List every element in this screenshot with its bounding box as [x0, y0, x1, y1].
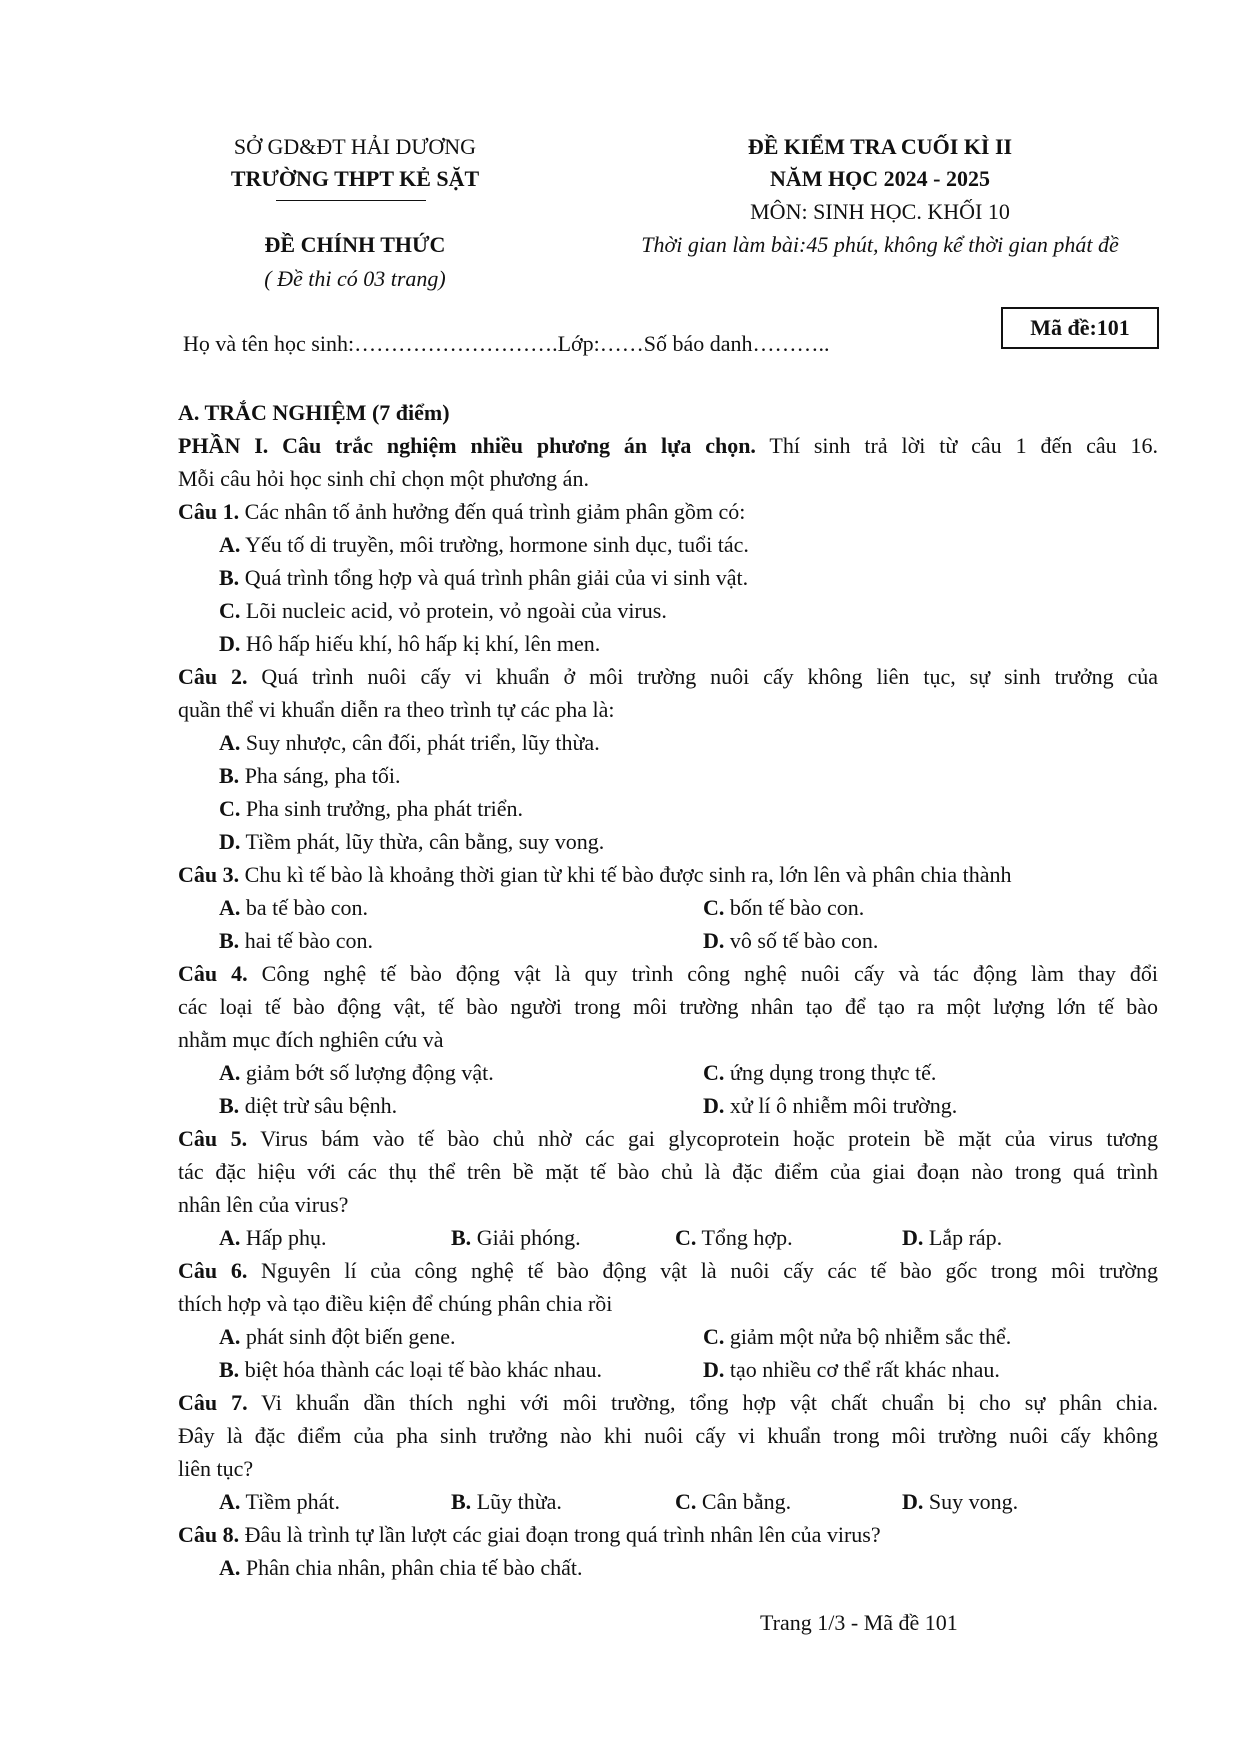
question-text: Chu kì tế bào là khoảng thời gian từ khi tế bào được sinh ra, lớn lên và phân chia thành	[239, 862, 1012, 887]
exam-code-box: Mã đề:101	[1001, 307, 1159, 349]
answer-option	[219, 759, 401, 792]
answer-option	[902, 1485, 1018, 1518]
question-line	[178, 495, 1158, 528]
question-label: Câu 4.	[178, 961, 248, 986]
answer-option	[219, 1320, 455, 1353]
options-row	[178, 891, 1158, 924]
class-label: .Lớp:……	[552, 331, 644, 356]
options-row	[178, 792, 1158, 825]
option-text: giảm bớt số lượng động vật.	[240, 1060, 494, 1085]
question-line	[178, 1155, 1158, 1188]
part-desc: Thí sinh trả lời từ câu 1 đến câu 16.	[755, 433, 1159, 458]
answer-option	[219, 561, 748, 594]
options-row	[178, 1320, 1158, 1353]
option-letter: A.	[219, 1324, 241, 1349]
school-name: TRƯỜNG THPT KẺ SẶT	[230, 166, 480, 191]
option-text: hai tế bào con.	[239, 928, 373, 953]
answer-option	[703, 1320, 1011, 1353]
question-line	[178, 858, 1158, 891]
option-letter: B.	[219, 763, 240, 788]
option-text: Suy vong.	[923, 1489, 1019, 1514]
option-letter: A.	[219, 1489, 241, 1514]
option-text: Cân bằng.	[696, 1489, 792, 1514]
question-line	[178, 1452, 1158, 1485]
answer-option	[703, 924, 878, 957]
options-row	[178, 1056, 1158, 1089]
options-row	[178, 1353, 1158, 1386]
option-text: diệt trừ sâu bệnh.	[239, 1093, 398, 1118]
option-text: Quá trình tổng hợp và quá trình phân giải của vi sinh vật.	[239, 565, 749, 590]
question-text: liên tục?	[178, 1456, 254, 1481]
question-line	[178, 1023, 1158, 1056]
student-info-line	[183, 331, 830, 357]
option-letter: A.	[219, 1555, 241, 1580]
official-label: ĐỀ CHÍNH THỨC	[264, 232, 446, 257]
answer-option	[219, 891, 368, 924]
option-letter: A.	[219, 1225, 241, 1250]
options-row	[178, 1221, 1158, 1254]
option-letter: C.	[219, 796, 241, 821]
option-letter: D.	[902, 1489, 924, 1514]
question-label: Câu 7.	[178, 1390, 248, 1415]
option-letter: A.	[219, 532, 241, 557]
option-letter: C.	[219, 598, 241, 623]
question-line	[178, 1287, 1158, 1320]
answer-option	[703, 1089, 957, 1122]
question-label: Câu 6.	[178, 1258, 248, 1283]
dept-name: SỞ GD&ĐT HẢI DƯƠNG	[233, 134, 477, 159]
section-title: A. TRẮC NGHIỆM (7 điểm)	[178, 400, 450, 425]
option-letter: C.	[675, 1225, 697, 1250]
question-text: các loại tế bào động vật, tế bào người trong môi trường nhân tạo để tạo ra một lượng lớn tế bào	[178, 994, 1158, 1019]
option-letter: C.	[703, 1060, 725, 1085]
question-text: Các nhân tố ảnh hưởng đến quá trình giảm phân gồm có:	[239, 499, 746, 524]
page-footer: Trang 1/3 - Mã đề 101	[760, 1610, 958, 1635]
answer-option	[219, 792, 523, 825]
option-letter: B.	[451, 1225, 472, 1250]
student-id-label: Số báo danh………..	[643, 331, 830, 356]
option-text: Hô hấp hiếu khí, hô hấp kị khí, lên men.	[240, 631, 601, 656]
answer-option	[675, 1221, 793, 1254]
option-letter: B.	[219, 1093, 240, 1118]
question-line	[178, 693, 1158, 726]
question-list	[178, 495, 1158, 1584]
options-row	[178, 1089, 1158, 1122]
answer-option	[219, 1485, 340, 1518]
option-text: ba tế bào con.	[240, 895, 369, 920]
part-title-line	[178, 429, 1158, 462]
answer-option	[219, 1551, 583, 1584]
question-text: Vi khuẩn dần thích nghi với môi trường, tổng hợp vật chất chuẩn bị cho sự phân chia.	[247, 1390, 1158, 1415]
school-year: NĂM HỌC 2024 - 2025	[770, 166, 990, 191]
question-label: Câu 5.	[178, 1126, 248, 1151]
answer-option	[219, 825, 604, 858]
option-letter: B.	[219, 928, 240, 953]
option-letter: B.	[219, 1357, 240, 1382]
question-label: Câu 3.	[178, 862, 240, 887]
options-row	[178, 1551, 1158, 1584]
option-letter: D.	[902, 1225, 924, 1250]
question-text: tác đặc hiệu với các thụ thể trên bề mặt tế bào chủ là đặc điểm của giai đoạn nào trong quá trình	[178, 1159, 1158, 1184]
question-text: Đây là đặc điểm của pha sinh trưởng nào khi nuôi cấy vi khuẩn trong môi trường nuôi cấy không	[178, 1423, 1158, 1448]
exam-title: ĐỀ KIỂM TRA CUỐI KÌ II	[747, 134, 1013, 159]
options-row	[178, 1485, 1158, 1518]
answer-option	[703, 1353, 1000, 1386]
option-text: phát sinh đột biến gene.	[240, 1324, 456, 1349]
question-line	[178, 990, 1158, 1023]
option-text: Tổng hợp.	[696, 1225, 793, 1250]
question-text: Virus bám vào tế bào chủ nhờ các gai glycoprotein hoặc protein bề mặt của virus tương	[247, 1126, 1159, 1151]
options-row	[178, 561, 1158, 594]
student-name-label: Họ và tên học sinh:………………………	[183, 331, 553, 356]
option-text: giảm một nửa bộ nhiễm sắc thể.	[724, 1324, 1012, 1349]
option-text: Yếu tố di truyền, môi trường, hormone sinh dục, tuổi tác.	[240, 532, 749, 557]
option-text: Giải phóng.	[471, 1225, 581, 1250]
option-text: ứng dụng trong thực tế.	[724, 1060, 937, 1085]
options-row	[178, 759, 1158, 792]
question-text: thích hợp và tạo điều kiện để chúng phân chia rồi	[178, 1291, 613, 1316]
time-note: Thời gian làm bài:45 phút, không kể thời gian phát đề	[641, 232, 1119, 257]
option-letter: C.	[675, 1489, 697, 1514]
answer-option	[675, 1485, 791, 1518]
answer-option	[219, 528, 749, 561]
pages-note: ( Đề thi có 03 trang)	[264, 266, 446, 291]
options-row	[178, 594, 1158, 627]
options-row	[178, 726, 1158, 759]
question-text: Nguyên lí của công nghệ tế bào động vật là nuôi cấy các tế bào gốc trong môi trường	[247, 1258, 1158, 1283]
answer-option	[219, 627, 600, 660]
option-text: Pha sinh trưởng, pha phát triển.	[240, 796, 524, 821]
option-text: Lõi nucleic acid, vỏ protein, vỏ ngoài của virus.	[240, 598, 667, 623]
option-text: tạo nhiều cơ thể rất khác nhau.	[724, 1357, 1000, 1382]
answer-option	[451, 1221, 581, 1254]
option-text: Suy nhược, cân đối, phát triển, lũy thừa.	[240, 730, 600, 755]
answer-option	[219, 924, 373, 957]
question-text: nhằm mục đích nghiên cứu và	[178, 1027, 444, 1052]
option-text: Pha sáng, pha tối.	[239, 763, 401, 788]
option-text: xử lí ô nhiễm môi trường.	[724, 1093, 958, 1118]
part-desc-line: Mỗi câu hỏi học sinh chỉ chọn một phương án.	[178, 466, 589, 491]
question-line	[178, 957, 1158, 990]
answer-option	[219, 1056, 494, 1089]
question-text: Công nghệ tế bào động vật là quy trình công nghệ nuôi cấy và tác động làm thay đổi	[247, 961, 1158, 986]
option-letter: D.	[703, 1093, 725, 1118]
answer-option	[703, 1056, 936, 1089]
question-label: Câu 2.	[178, 664, 248, 689]
question-line	[178, 1122, 1158, 1155]
option-text: Hấp phụ.	[240, 1225, 327, 1250]
answer-option	[703, 891, 864, 924]
option-letter: C.	[703, 895, 725, 920]
option-text: biệt hóa thành các loại tế bào khác nhau.	[239, 1357, 603, 1382]
question-line	[178, 1386, 1158, 1419]
options-row	[178, 627, 1158, 660]
option-text: vô số tế bào con.	[724, 928, 879, 953]
part-title: PHẦN I. Câu trắc nghiệm nhiều phương án lựa chọn.	[178, 433, 756, 458]
answer-option	[219, 1089, 397, 1122]
answer-option	[219, 726, 600, 759]
question-label: Câu 1.	[178, 499, 240, 524]
answer-option	[219, 1353, 602, 1386]
question-text: Đâu là trình tự lần lượt các giai đoạn trong quá trình nhân lên của virus?	[239, 1522, 881, 1547]
option-letter: A.	[219, 1060, 241, 1085]
option-letter: D.	[219, 829, 241, 854]
answer-option	[902, 1221, 1002, 1254]
answer-option	[219, 1221, 327, 1254]
option-text: Lắp ráp.	[923, 1225, 1003, 1250]
exam-content	[178, 396, 1158, 1584]
question-line	[178, 1254, 1158, 1287]
option-text: Tiềm phát.	[240, 1489, 341, 1514]
option-text: Phân chia nhân, phân chia tế bào chất.	[240, 1555, 583, 1580]
question-text: nhân lên của virus?	[178, 1192, 349, 1217]
question-text: quần thể vi khuẩn diễn ra theo trình tự các pha là:	[178, 697, 615, 722]
options-row	[178, 924, 1158, 957]
option-text: Lũy thừa.	[471, 1489, 562, 1514]
answer-option	[451, 1485, 562, 1518]
subject-line: MÔN: SINH HỌC. KHỐI 10	[750, 199, 1010, 224]
question-label: Câu 8.	[178, 1522, 240, 1547]
option-text: bốn tế bào con.	[724, 895, 865, 920]
option-letter: A.	[219, 895, 241, 920]
options-row	[178, 528, 1158, 561]
option-letter: A.	[219, 730, 241, 755]
option-letter: D.	[703, 1357, 725, 1382]
question-line	[178, 1188, 1158, 1221]
option-letter: D.	[703, 928, 725, 953]
option-letter: B.	[451, 1489, 472, 1514]
school-underline	[276, 200, 426, 201]
option-letter: B.	[219, 565, 240, 590]
answer-option	[219, 594, 667, 627]
question-text: Quá trình nuôi cấy vi khuẩn ở môi trường nuôi cấy không liên tục, sự sinh trưởng của	[247, 664, 1158, 689]
option-text: Tiềm phát, lũy thừa, cân bằng, suy vong.	[240, 829, 605, 854]
option-letter: C.	[703, 1324, 725, 1349]
option-letter: D.	[219, 631, 241, 656]
options-row	[178, 825, 1158, 858]
question-line	[178, 1518, 1158, 1551]
question-line	[178, 1419, 1158, 1452]
question-line	[178, 660, 1158, 693]
